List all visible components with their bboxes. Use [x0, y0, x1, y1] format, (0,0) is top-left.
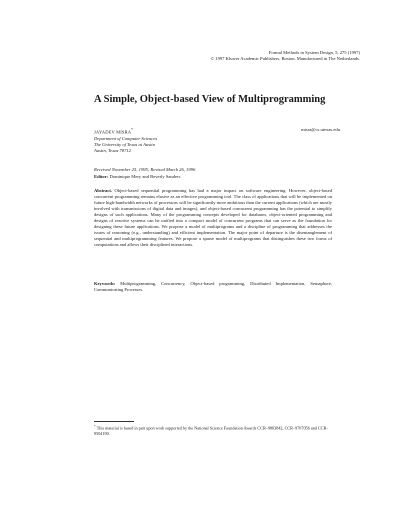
- copyright-line: © 1997 Kluwer Academic Publishers, Boston. Manufactured in The Netherlands.: [210, 56, 360, 62]
- author-footnote-mark: *: [131, 128, 134, 132]
- author-block: [94, 127, 157, 155]
- author-name: [94, 127, 157, 136]
- keywords-text: Multiprogramming, Concurrency, Object-based programming, Distributed Implementation, Semaphore, Communicating Processes.: [94, 281, 332, 292]
- abstract-text: Object-based sequential programming has had a major impact on software engineering. However, object-based concurrent programming remains elusive as an effective programming tool. The class of applications that will be implemented on future high-bandwidth networks of processors will be significantly more ambitious than the current applications (which are mostly involved with transmissions of digital data and images), and object-based concurrent programming has the potential to simplify designs of such applications. Many of the programming concepts developed for databases, object-oriented programming and designs of reactive systems can be unified into a compact model of concurrent programs that can serve as the foundation for designing these future applications. We propose a model of multiprograms and a discipline of programming that addresses the issues of reasoning (e.g., understanding) and efficient implementation. The major point of departure is the disentanglement of sequential and multiprogramming features. We propose a sparse model of multiprograms that distinguishes these two forms of computations and allows their disciplined interactions.: [94, 188, 332, 247]
- keywords: [94, 281, 332, 293]
- footnote-mark: *: [94, 424, 96, 428]
- keywords-label: Keywords:: [94, 281, 116, 286]
- abstract-label: Abstract.: [94, 188, 113, 193]
- journal-line: Formal Methods in System Design, 5, 275 (1997): [268, 50, 360, 55]
- affiliation-dept: Department of Computer Sciences: [94, 135, 158, 141]
- paper-title: A Simple, Object-based View of Multiprogramming: [94, 94, 326, 105]
- editor-line: [94, 174, 180, 180]
- author-name-text: JAYADEV MISRA: [94, 129, 132, 135]
- affiliation-city: Austin, Texas 78712: [94, 148, 131, 154]
- editor-label: Editor:: [94, 174, 109, 179]
- footnote-text: This material is based in part upon work supported by the National Science Foundation Awards CCR–9803842, CCR–9707056 and CCR-9504190.: [94, 425, 328, 436]
- author-email: misra@cs.utexas.edu: [301, 127, 340, 132]
- journal-header: [211, 50, 360, 63]
- abstract: [94, 188, 332, 248]
- footnote: [94, 424, 332, 437]
- affiliation-university: The University of Texas at Austin: [94, 142, 155, 148]
- editor-names: Dominique Mery and Beverly Sanders: [109, 174, 181, 179]
- received-dates: Received November 25, 1995; Revised March 26, 1996: [94, 167, 196, 172]
- footnote-rule: [94, 421, 134, 422]
